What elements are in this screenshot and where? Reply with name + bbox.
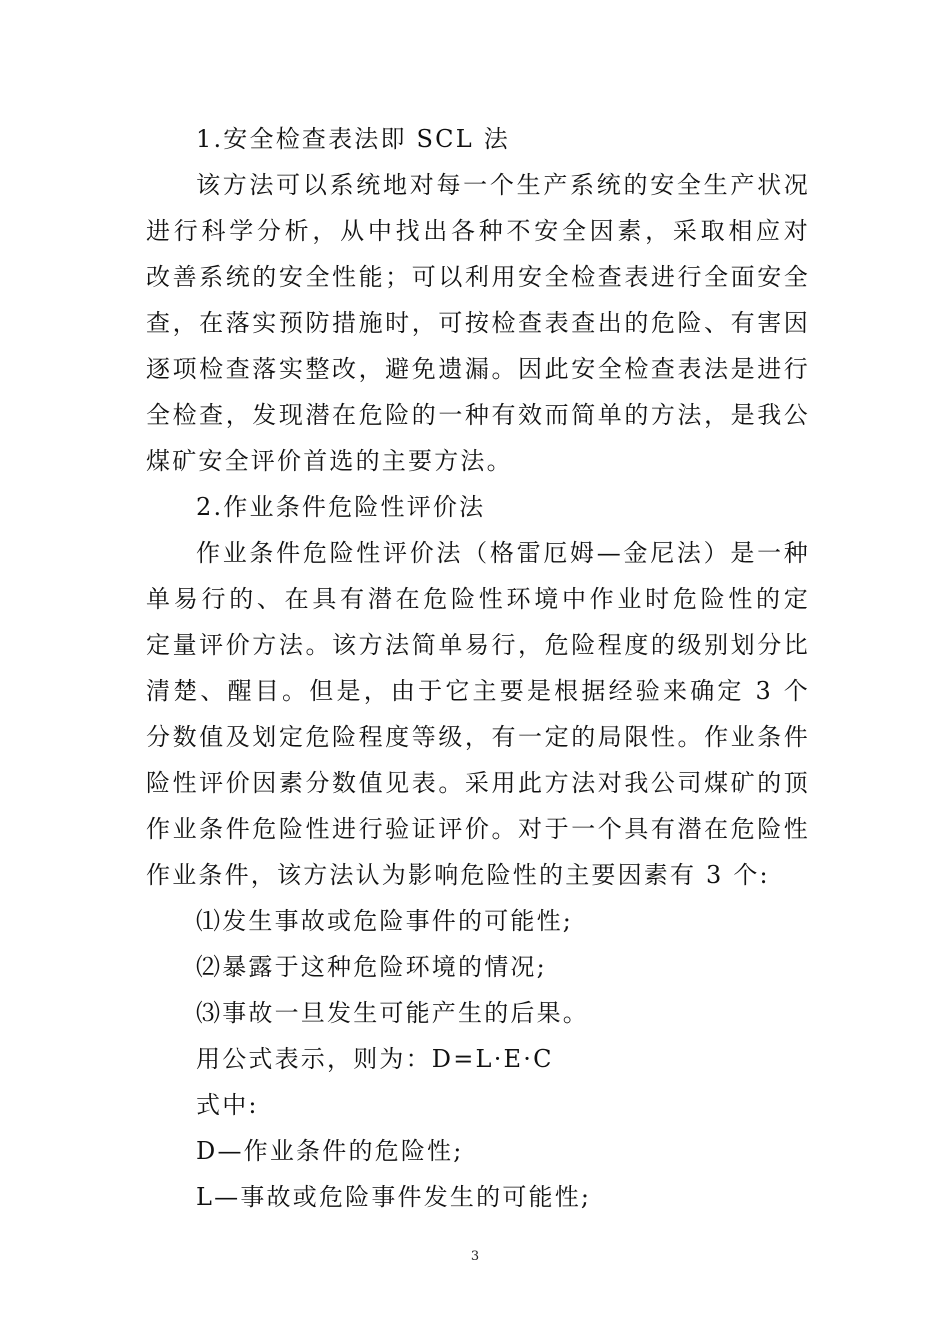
formula-line: 用公式表示，则为：D=L·E·C xyxy=(196,1045,554,1073)
paragraph-line: 进行科学分析，从中找出各种不安全因素，采取相应对 xyxy=(146,217,810,245)
paragraph-line: 煤矿安全评价首选的主要方法。 xyxy=(146,447,513,475)
paragraph-line: 清楚、醒目。但是，由于它主要是根据经验来确定 3 个 xyxy=(146,677,810,705)
list-item: ⑶事故一旦发生可能产生的后果。 xyxy=(196,999,589,1027)
paragraph-line: 作业条件，该方法认为影响危险性的主要因素有 3 个: xyxy=(146,861,770,889)
paragraph-line: 该方法可以系统地对每一个生产系统的安全生产状况 xyxy=(196,171,810,199)
formula-label: 式中: xyxy=(196,1091,259,1119)
list-item: ⑴发生事故或危险事件的可能性; xyxy=(196,907,574,935)
paragraph-line: 作业条件危险性进行验证评价。对于一个具有潜在危险性 xyxy=(146,815,810,843)
list-item: ⑵暴露于这种危险环境的情况; xyxy=(196,953,547,981)
section-heading-lec: 2.作业条件危险性评价法 xyxy=(196,493,486,521)
paragraph-line: 全检查，发现潜在危险的一种有效而简单的方法，是我公 xyxy=(146,401,810,429)
paragraph-line: 逐项检查落实整改，避免遗漏。因此安全检查表法是进行 xyxy=(146,355,810,383)
paragraph-line: 查，在落实预防措施时，可按检查表查出的危险、有害因 xyxy=(146,309,810,337)
definition-line: L—事故或危险事件发生的可能性; xyxy=(196,1183,592,1211)
paragraph-line: 单易行的、在具有潜在危险性环境中作业时危险性的定 xyxy=(146,585,810,613)
page-number: 3 xyxy=(470,1249,480,1264)
section-heading-scl: 1.安全检查表法即 SCL 法 xyxy=(196,125,510,153)
paragraph-line: 作业条件危险性评价法（格雷厄姆—金尼法）是一种 xyxy=(196,539,810,567)
paragraph-line: 定量评价方法。该方法简单易行，危险程度的级别划分比 xyxy=(146,631,810,659)
document-body xyxy=(146,116,810,1220)
definition-line: D—作业条件的危险性; xyxy=(196,1137,464,1165)
paragraph-line: 分数值及划定危险程度等级，有一定的局限性。作业条件 xyxy=(146,723,810,751)
paragraph-line: 险性评价因素分数值见表。采用此方法对我公司煤矿的顶 xyxy=(146,769,810,797)
paragraph-line: 改善系统的安全性能；可以利用安全检查表进行全面安全 xyxy=(146,263,810,291)
